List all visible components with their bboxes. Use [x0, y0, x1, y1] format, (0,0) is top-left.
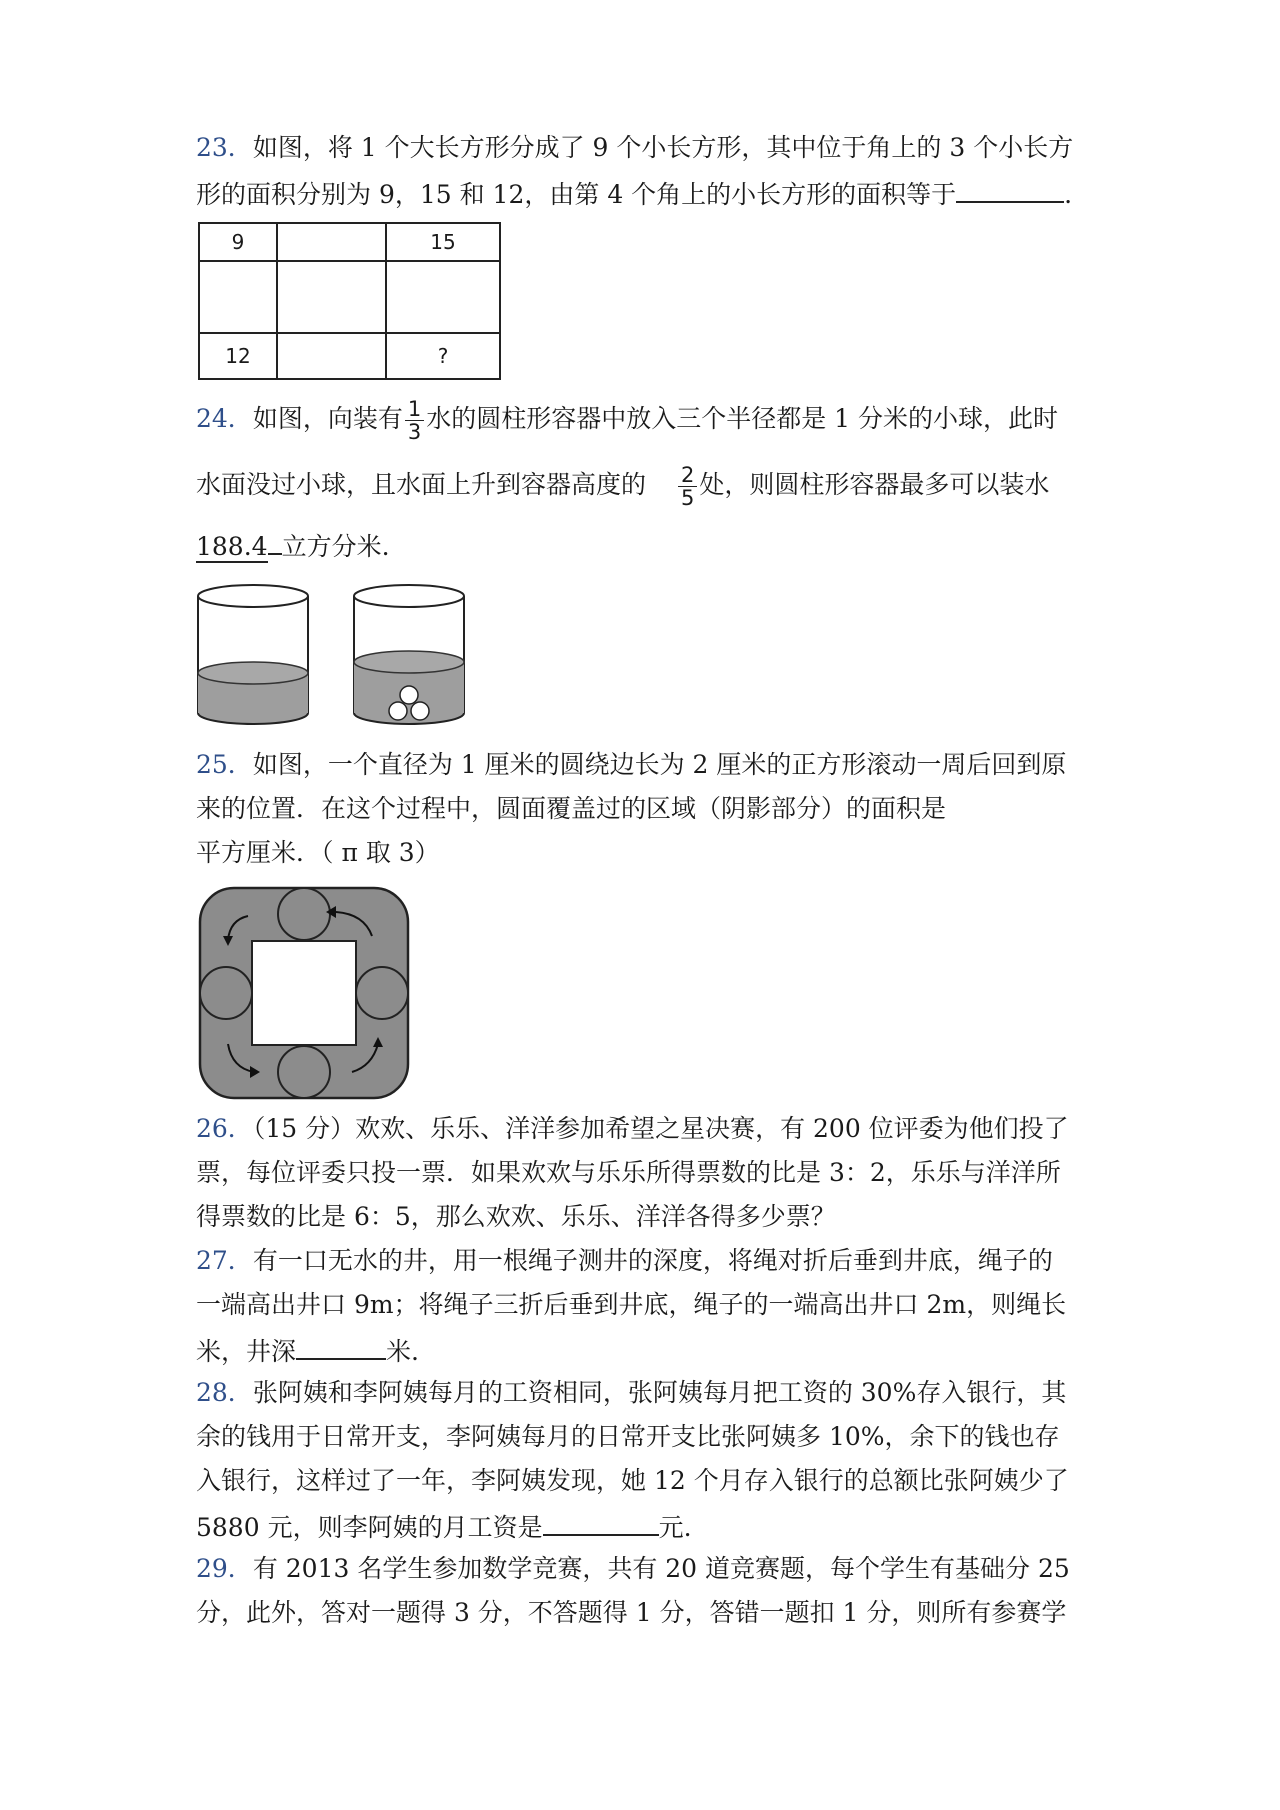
q25-line2 — [196, 792, 946, 826]
q24-line2 — [196, 464, 1049, 509]
q25-number: 25． — [196, 750, 253, 779]
circle-top — [278, 888, 330, 940]
q23-number: 23． — [196, 133, 253, 162]
fraction-denominator: 5 — [681, 486, 695, 510]
q23-rectangle-grid — [198, 222, 501, 380]
q26-text1: （15 分）欢欢、乐乐、洋洋参加希望之星决赛，有 200 位评委为他们投了 — [252, 1114, 1069, 1143]
grid-cell: 15 — [386, 223, 500, 261]
grid-cell: ? — [386, 333, 500, 379]
fraction-numerator: 1 — [405, 398, 424, 421]
q27-line3 — [196, 1332, 419, 1369]
q27-text3b: 米. — [386, 1337, 419, 1366]
grid-cell — [199, 261, 277, 333]
q23-text2: 形的面积分别为 9，15 和 12，由第 4 个角上的小长方形的面积等于 — [196, 180, 957, 209]
q28-line4 — [196, 1508, 692, 1545]
q26-text2: 票，每位评委只投一票．如果欢欢与乐乐所得票数的比是 3：2，乐乐与洋洋所 — [196, 1158, 1061, 1187]
q26-line3 — [196, 1200, 836, 1234]
circle-bottom — [278, 1046, 330, 1098]
grid-cell: 12 — [199, 333, 277, 379]
q25-text2: 来的位置．在这个过程中，圆面覆盖过的区域（阴影部分）的面积是 — [196, 794, 947, 823]
fraction-one-third — [405, 398, 424, 443]
q27-number: 27． — [196, 1246, 253, 1275]
ball — [411, 702, 429, 720]
circle-left — [200, 967, 252, 1019]
q25-line3 — [196, 836, 440, 870]
grid-cell — [277, 333, 386, 379]
q29-text2: 分，此外，答对一题得 3 分，不答题得 1 分，答错一题扣 1 分，则所有参赛学 — [196, 1598, 1067, 1627]
q27-text3a: 米，井深 — [196, 1337, 297, 1366]
ball — [389, 702, 407, 720]
q28-line2 — [196, 1420, 1060, 1454]
q25-rolling-circle-figure — [196, 884, 414, 1108]
q26-line1 — [196, 1112, 1069, 1146]
q27-text2: 一端高出井口 9m；将绳子三折后垂到井底，绳子的一端高出井口 2m，则绳长 — [196, 1290, 1067, 1319]
q25-text3: 平方厘米．（ π 取 3） — [196, 838, 440, 867]
q24-line3 — [196, 527, 390, 564]
ball — [400, 686, 418, 704]
q29-number: 29． — [196, 1554, 253, 1583]
q28-line3 — [196, 1464, 1069, 1498]
q25-text1: 如图，一个直径为 1 厘米的圆绕边长为 2 厘米的正方形滚动一周后回到原 — [252, 750, 1067, 779]
q23-answer-blank[interactable] — [956, 175, 1064, 203]
q23-text1: 如图，将 1 个大长方形分成了 9 个小长方形，其中位于角上的 3 个小长方 — [252, 133, 1074, 162]
q24-cylinder-figure — [192, 566, 492, 750]
grid-cell — [386, 261, 500, 333]
q28-answer-blank[interactable] — [543, 1508, 659, 1536]
q26-text3: 得票数的比是 6：5，那么欢欢、乐乐、洋洋各得多少票？ — [196, 1202, 836, 1231]
q24-unit: 立方分米. — [281, 532, 390, 561]
q24-answer: 188.4 — [196, 532, 268, 561]
q24-line1 — [196, 398, 1058, 443]
q27-line1 — [196, 1244, 1053, 1278]
q29-line1 — [196, 1552, 1070, 1586]
cylinder-before — [198, 585, 308, 724]
grid-cell: 9 — [199, 223, 277, 261]
q28-text4a: 5880 元，则李阿姨的月工资是 — [196, 1513, 543, 1542]
q27-line2 — [196, 1288, 1066, 1322]
q23-line1 — [196, 131, 1073, 165]
q24-text1b: 水的圆柱形容器中放入三个半径都是 1 分米的小球，此时 — [426, 404, 1059, 433]
cylinder-after — [354, 585, 464, 724]
square — [252, 941, 356, 1045]
grid-cell — [277, 261, 386, 333]
circle-right — [356, 967, 408, 1019]
q25-line1 — [196, 748, 1066, 782]
q28-text2: 余的钱用于日常开支，李阿姨每月的日常开支比张阿姨多 10%，余下的钱也存 — [196, 1422, 1060, 1451]
q28-text4b: 元. — [658, 1513, 692, 1542]
q26-number: 26． — [196, 1114, 253, 1143]
q28-text3: 入银行，这样过了一年，李阿姨发现，她 12 个月存入银行的总额比张阿姨少了 — [196, 1466, 1069, 1495]
q28-line1 — [196, 1376, 1066, 1410]
q23-line2 — [196, 175, 1072, 212]
q29-line2 — [196, 1596, 1066, 1630]
fraction-two-fifths — [678, 464, 697, 509]
q28-text1: 张阿姨和李阿姨每月的工资相同，张阿姨每月把工资的 30%存入银行，其 — [252, 1378, 1067, 1407]
q24-text2b: 处，则圆柱形容器最多可以装水 — [699, 470, 1050, 499]
q27-answer-blank[interactable] — [296, 1332, 386, 1360]
q24-text2a: 水面没过小球，且水面上升到容器高度的 — [196, 470, 647, 499]
grid-cell — [277, 223, 386, 261]
q24-number: 24． — [196, 404, 253, 433]
q27-text1: 有一口无水的井，用一根绳子测井的深度，将绳对折后垂到井底，绳子的 — [252, 1246, 1053, 1275]
q24-text1a: 如图，向装有 — [252, 404, 403, 433]
q28-number: 28． — [196, 1378, 253, 1407]
q23-period: . — [1064, 180, 1073, 209]
q26-line2 — [196, 1156, 1061, 1190]
q29-text1: 有 2013 名学生参加数学竞赛，共有 20 道竞赛题，每个学生有基础分 25 — [252, 1554, 1070, 1583]
fraction-denominator: 3 — [407, 420, 422, 444]
fraction-numerator: 2 — [678, 464, 697, 487]
